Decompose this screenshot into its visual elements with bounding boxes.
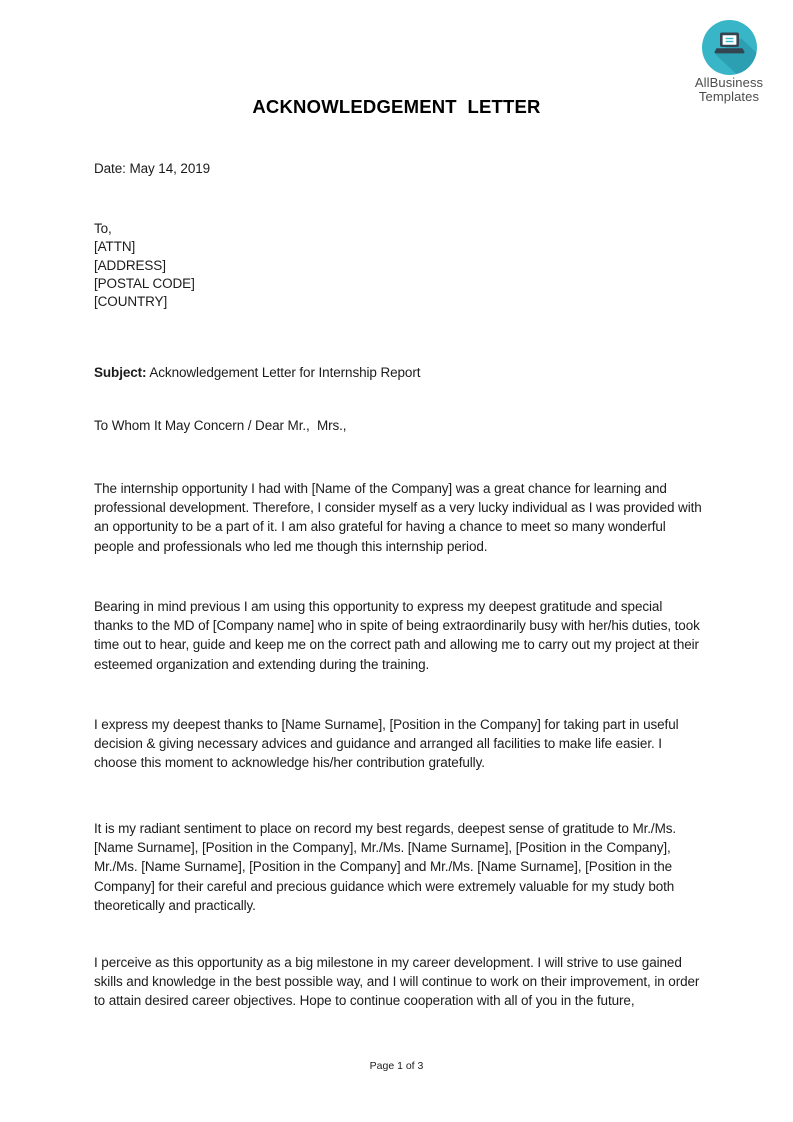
date-label: Date:	[94, 161, 126, 176]
recipient-block	[94, 220, 702, 311]
recipient-line: [POSTAL CODE]	[94, 275, 195, 291]
date-value: May 14, 2019	[129, 161, 211, 176]
body-paragraph: The internship opportunity I had with [Name of the Company] was a great chance for learning and professional development. Therefore, I consider myself as a very lucky individual as I was provided with an opportunity to be a part of it. I am also grateful for having a chance to meet so many wonderful people and professionals who led me though this internship period.	[94, 481, 702, 554]
salutation: To Whom It May Concern / Dear Mr., Mrs.,	[94, 418, 347, 433]
body-paragraph: I perceive as this opportunity as a big milestone in my career development. I will strive to use gained skills and knowledge in the best possible way, and I will continue to work on their improvement, in order to attain desired career objectives. Hope to continue cooperation with all of you in the future,	[94, 955, 700, 1009]
subject-label: Subject:	[94, 365, 147, 380]
brand-name-line1: AllBusiness	[694, 75, 764, 90]
recipient-line: [ADDRESS]	[94, 257, 166, 273]
subject-line	[94, 363, 702, 382]
date-line	[94, 159, 702, 178]
body-paragraph: It is my radiant sentiment to place on record my best regards, deepest sense of gratitude to Mr./Ms. [Name Surname], [Position in the Company], Mr./Ms. [Name Surname], [Position in the Company], Mr./Ms. [Name Surname], [Position in the Company] and Mr./Ms. [Name Surname], [Position in the Company] for their careful and precious guidance which were extremely valuable for my study both theoretically and practically.	[94, 821, 677, 913]
recipient-line: To,	[94, 221, 112, 236]
recipient-line: [ATTN]	[94, 239, 136, 255]
body-paragraph: Bearing in mind previous I am using this opportunity to express my deepest gratitude and special thanks to the MD of [Company name] who in spite of being extraordinarily busy with her/his duties, took time out to hear, guide and keep me on the correct path and allowing me to carry out my project at their esteemed organization and extending during the training.	[94, 599, 700, 672]
page-title: ACKNOWLEDGEMENT LETTER	[252, 96, 541, 117]
body-paragraph: I express my deepest thanks to [Name Surname], [Position in the Company] for taking part in useful decision & giving necessary advices and guidance and arranged all facilities to make life easier. I choose this moment to acknowledge his/her contribution gratefully.	[94, 717, 679, 771]
subject-value: Acknowledgement Letter for Internship Report	[149, 365, 421, 380]
recipient-line: [COUNTRY]	[94, 294, 168, 310]
brand-name-line2: Templates	[698, 88, 760, 104]
laptop-icon	[702, 20, 757, 75]
page-footer: Page 1 of 3	[369, 1060, 424, 1072]
brand-logo	[683, 20, 775, 103]
